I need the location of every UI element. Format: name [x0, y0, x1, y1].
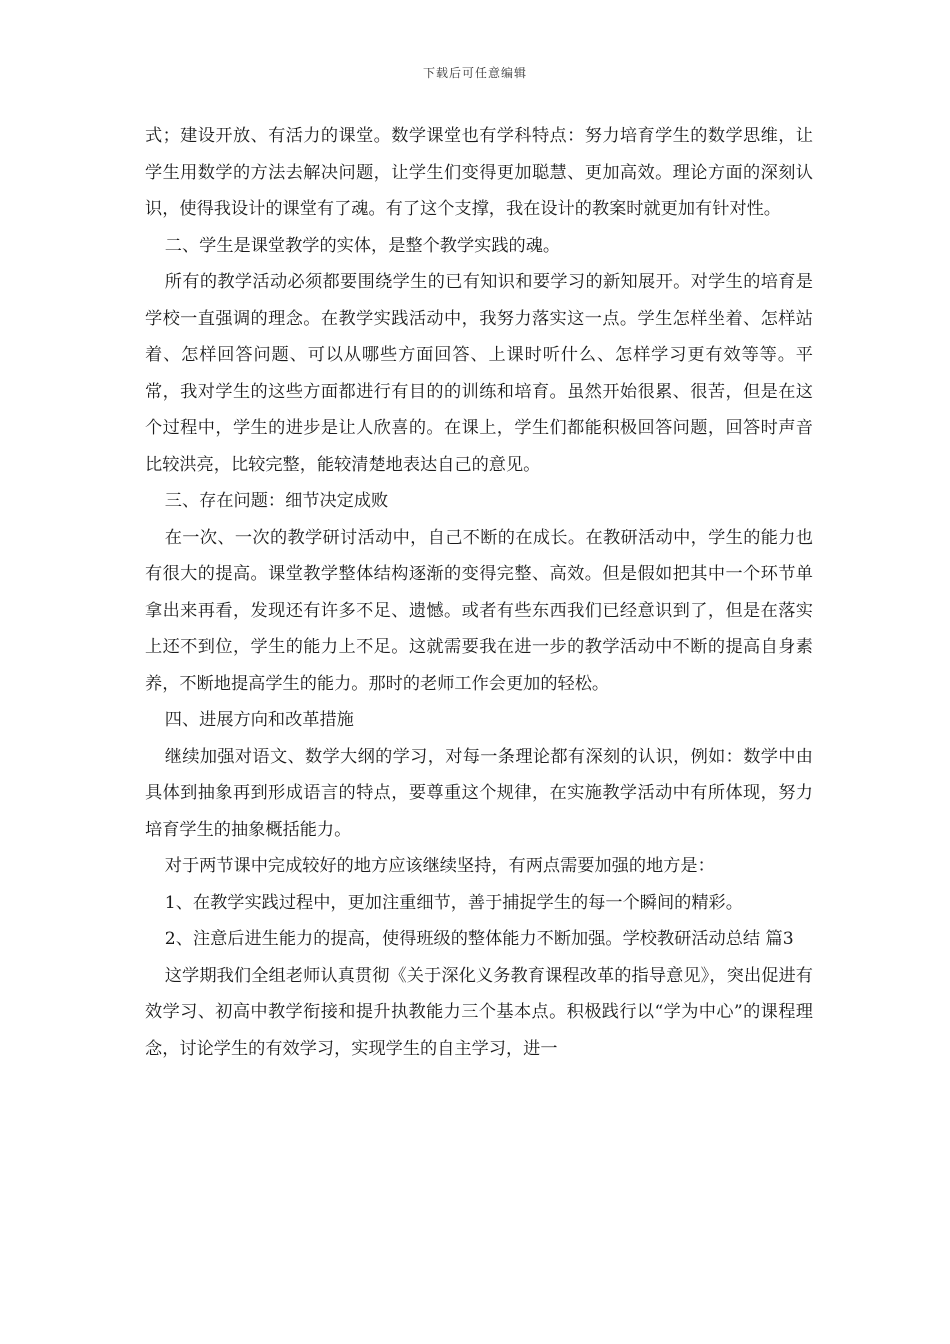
section-heading-3: 三、存在问题：细节决定成败	[164, 491, 389, 511]
section-heading-2: 二、学生是课堂教学的实体，是整个教学实践的魂。	[164, 235, 561, 256]
paragraph-8: 对于两节课中完成较好的地方应该继续坚持，有两点需要加强的地方是：	[164, 856, 715, 876]
list-item-2: 2、注意后进生能力的提高，使得班级的整体能力不断加强。学校教研活动总结 篇3	[164, 929, 794, 949]
section-heading-4: 四、进展方向和改革措施	[164, 710, 354, 730]
list-item-1: 1、在教学实践过程中，更加注重细节，善于捕捉学生的每一个瞬间的精彩。	[164, 892, 743, 913]
paragraph-11: 这学期我们全组老师认真贯彻《关于深化义务教育课程改革的指导意见》，突出促进有效学习、初高中教学衔接和提升执教能力三个基本点。积极践行以“学为中心”的课程理念，讨论学生的有效学习，实现学生的自主学习，进一	[145, 965, 813, 1059]
paragraph-7: 继续加强对语文、数学大纲的学习，对每一条理论都有深刻的认识，例如：数学中由具体到抽象再到形成语言的特点，要尊重这个规律，在实施教学活动中有所体现，努力培育学生的抽象概括能力。	[145, 746, 813, 840]
page-header: 下载后可任意编辑	[422, 66, 527, 80]
paragraph-3: 所有的教学活动必须都要围绕学生的已有知识和要学习的新知展开。对学生的培育是学校一直强调的理念。在教学实践活动中，我努力落实这一点。学生怎样坐着、怎样站着、怎样回答问题、可以从哪些方面回答、上课时听什么、怎样学习更有效等等。平常，我对学生的这些方面都进行有目的的训练和培育。虽然开始很累、很苦，但是在这个过程中，学生的进步是让人欣喜的。在课上，学生们都能积极回答问题，回答时声音比较洪亮，比较完整，能较清楚地表达自己的意见。	[145, 272, 813, 475]
document-body	[145, 118, 813, 1067]
paragraph-1: 式；建设开放、有活力的课堂。数学课堂也有学科特点：努力培育学生的数学思维，让学生用数学的方法去解决问题，让学生们变得更加聪慧、更加高效。理论方面的深刻认识，使得我设计的课堂有了魂。有了这个支撑，我在设计的教案时就更加有针对性。	[145, 126, 813, 219]
paragraph-5: 在一次、一次的教学研讨活动中，自己不断的在成长。在教研活动中，学生的能力也有很大的提高。课堂教学整体结构逐渐的变得完整、高效。但是假如把其中一个环节单拿出来再看，发现还有许多不足、遗憾。或者有些东西我们已经意识到了，但是在落实上还不到位，学生的能力上不足。这就需要我在进一步的教学活动中不断的提高自身素养，不断地提高学生的能力。那时的老师工作会更加的轻松。	[145, 527, 813, 694]
